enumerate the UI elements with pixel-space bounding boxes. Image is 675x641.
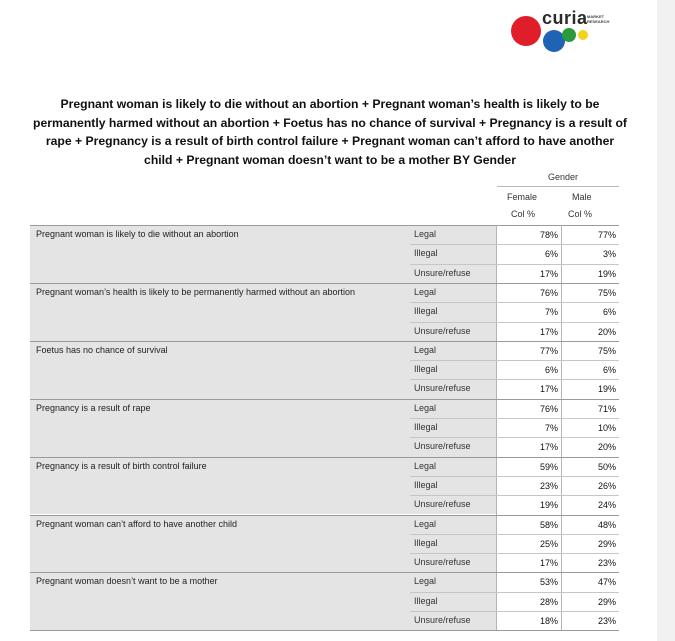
male-value: 3% bbox=[562, 245, 619, 264]
female-value: 17% bbox=[497, 380, 561, 399]
header-gender: Gender bbox=[548, 172, 579, 182]
response-label: Illegal bbox=[414, 537, 438, 548]
response-label: Legal bbox=[414, 460, 437, 471]
female-value: 17% bbox=[497, 265, 561, 284]
male-value: 6% bbox=[562, 303, 619, 322]
category-label: Pregnancy is a result of birth control failure bbox=[36, 460, 207, 471]
response-label: Legal bbox=[414, 229, 437, 239]
male-value: 47% bbox=[562, 573, 619, 592]
female-value: 58% bbox=[497, 516, 561, 535]
male-value: 75% bbox=[562, 342, 619, 361]
male-value: 19% bbox=[562, 380, 619, 399]
category-label: Foetus has no chance of survival bbox=[36, 344, 168, 355]
category-label: Pregnancy is a result of rape bbox=[36, 402, 151, 413]
male-value: 19% bbox=[562, 265, 619, 284]
female-value: 7% bbox=[497, 303, 561, 322]
response-label: Unsure/refuse bbox=[414, 267, 471, 278]
male-value: 20% bbox=[562, 438, 619, 457]
response-label: Legal bbox=[414, 286, 437, 297]
response-label: Legal bbox=[414, 576, 437, 587]
page-margin bbox=[657, 0, 675, 641]
female-value: 6% bbox=[497, 245, 561, 264]
group-divider bbox=[30, 630, 619, 631]
table-title: Pregnant woman is likely to die without an abortion + Pregnant woman’s health is likely to be permanently harmed without an abortion + Foetus has no chance of survival + Pregnancy is a result of rape + Pregnancy is a result of birth control failure + Pregnant woman can’t afford to have another child + Pregnant woman doesn’t want to be a mother BY Gender bbox=[33, 97, 627, 167]
response-label: Unsure/refuse bbox=[414, 383, 471, 394]
response-label: Legal bbox=[414, 518, 437, 529]
response-label: Illegal bbox=[414, 306, 438, 317]
male-value: 77% bbox=[562, 226, 619, 245]
female-value: 7% bbox=[497, 419, 561, 438]
female-value: 59% bbox=[497, 458, 561, 477]
header-male-colpct: Col % bbox=[568, 209, 593, 219]
male-value: 24% bbox=[562, 496, 619, 515]
logo-tagline: MARKET RESEARCH bbox=[587, 14, 610, 24]
female-value: 28% bbox=[497, 593, 561, 612]
male-value: 23% bbox=[562, 554, 619, 573]
response-label: Legal bbox=[414, 344, 437, 355]
header-female-colpct: Col % bbox=[511, 209, 536, 219]
male-value: 29% bbox=[562, 535, 619, 554]
female-value: 17% bbox=[497, 323, 561, 342]
male-value: 71% bbox=[562, 400, 619, 419]
header-female: Female bbox=[507, 192, 538, 202]
male-value: 26% bbox=[562, 477, 619, 496]
response-label: Unsure/refuse bbox=[414, 557, 471, 568]
response-label: Unsure/refuse bbox=[414, 441, 471, 452]
male-value: 29% bbox=[562, 593, 619, 612]
female-value: 77% bbox=[497, 342, 561, 361]
response-label: Unsure/refuse bbox=[414, 499, 471, 510]
response-label: Illegal bbox=[414, 364, 438, 375]
response-label: Unsure/refuse bbox=[414, 325, 471, 336]
category-label: Pregnant woman’s health is likely to be permanently harmed without an abortion bbox=[36, 286, 356, 297]
female-value: 6% bbox=[497, 361, 561, 380]
male-value: 6% bbox=[562, 361, 619, 380]
male-value: 50% bbox=[562, 458, 619, 477]
response-label: Legal bbox=[414, 402, 437, 413]
male-value: 75% bbox=[562, 284, 619, 303]
response-label: Illegal bbox=[414, 422, 438, 432]
female-value: 23% bbox=[497, 477, 561, 496]
female-value: 76% bbox=[497, 400, 561, 419]
logo-wordmark: curia bbox=[542, 8, 588, 28]
female-value: 17% bbox=[497, 438, 561, 457]
female-value: 76% bbox=[497, 284, 561, 303]
female-value: 17% bbox=[497, 554, 561, 573]
category-label: Pregnant woman doesn’t want to be a mother bbox=[36, 576, 218, 587]
response-label: Unsure/refuse bbox=[414, 615, 471, 625]
female-value: 18% bbox=[497, 612, 561, 631]
header-underline bbox=[497, 186, 619, 187]
curia-logo bbox=[505, 4, 615, 62]
header-male: Male bbox=[572, 192, 592, 202]
female-value: 19% bbox=[497, 496, 561, 515]
male-value: 48% bbox=[562, 516, 619, 535]
female-value: 25% bbox=[497, 535, 561, 554]
response-label: Illegal bbox=[414, 595, 438, 606]
male-value: 20% bbox=[562, 323, 619, 342]
female-value: 78% bbox=[497, 226, 561, 245]
male-value: 23% bbox=[562, 612, 619, 631]
category-label: Pregnant woman can’t afford to have another child bbox=[36, 518, 237, 529]
category-label: Pregnant woman is likely to die without an abortion bbox=[36, 229, 239, 239]
male-value: 10% bbox=[562, 419, 619, 438]
response-label: Illegal bbox=[414, 479, 438, 490]
female-value: 53% bbox=[497, 573, 561, 592]
response-label: Illegal bbox=[414, 248, 438, 259]
